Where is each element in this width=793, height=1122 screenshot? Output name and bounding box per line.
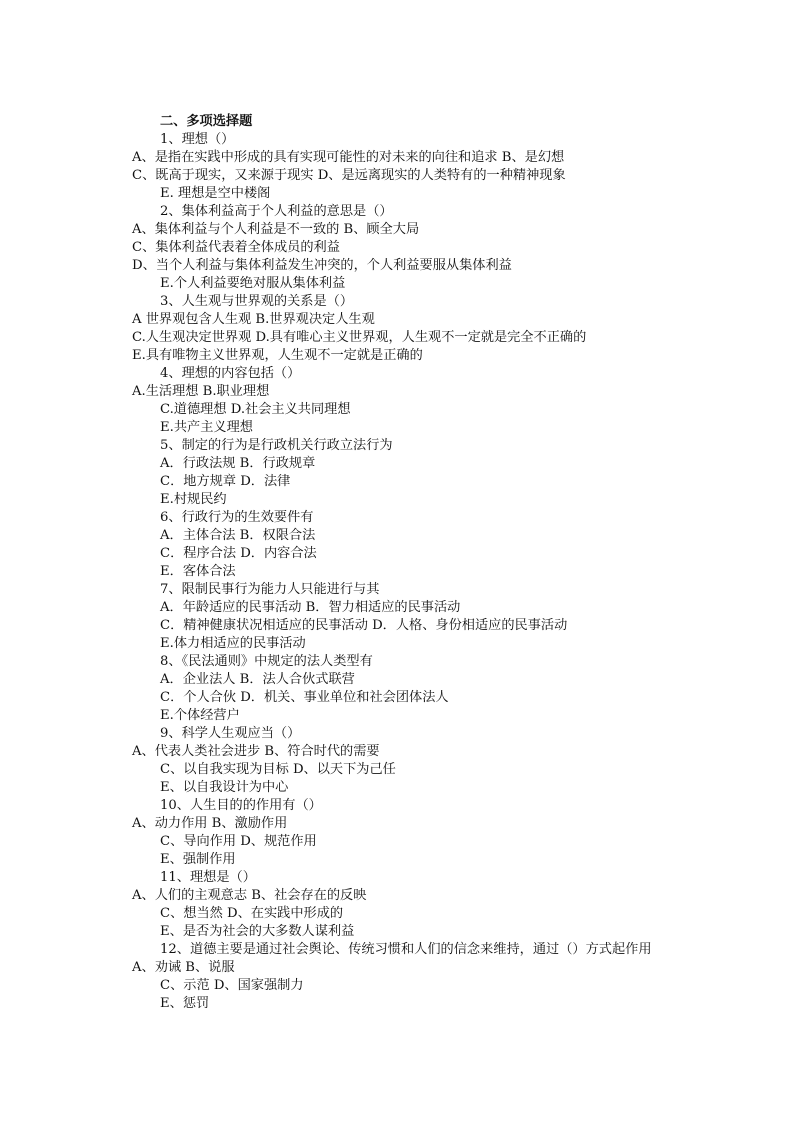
question-4: 4、理想的内容包括（）: [160, 366, 301, 381]
question-9: 9、科学人生观应当（）: [160, 726, 301, 741]
q10-options-cd: C、导向作用 D、规范作用: [160, 834, 317, 849]
q4-options-ab: A.生活理想 B.职业理想: [132, 384, 270, 399]
q3-options-ab: A 世界观包含人生观 B.世界观决定人生观: [132, 312, 375, 327]
q10-options-ab: A、动力作用 B、激励作用: [132, 816, 288, 831]
q7-options-ab: A．年龄适应的民事活动 B．智力相适应的民事活动: [160, 600, 461, 615]
q2-option-d: D、当个人利益与集体利益发生冲突的，个人利益要服从集体利益: [132, 258, 512, 273]
q4-options-cd: C.道德理想 D.社会主义共同理想: [160, 402, 351, 417]
q5-options-cd: C．地方规章 D．法律: [160, 474, 291, 489]
q7-option-e: E.体力相适应的民事活动: [160, 636, 306, 651]
q9-options-cd: C、以自我实现为目标 D、以天下为己任: [160, 762, 396, 777]
q11-options-ab: A、人们的主观意志 B、社会存在的反映: [132, 888, 367, 903]
q1-options-cd: C、既高于现实，又来源于现实 D、是远离现实的人类特有的一种精神现象: [132, 168, 566, 183]
q10-option-e: E、强制作用: [160, 852, 236, 867]
q12-option-e: E、惩罚: [160, 996, 210, 1011]
question-10: 10、人生目的的作用有（）: [160, 798, 322, 813]
q6-options-cd: C．程序合法 D．内容合法: [160, 546, 317, 561]
q5-options-ab: A．行政法规 B．行政规章: [160, 456, 316, 471]
question-8: 8、《民法通则》中规定的法人类型有: [160, 654, 373, 669]
q9-options-ab: A、代表人类社会进步 B、符合时代的需要: [132, 744, 380, 759]
question-11: 11、理想是（）: [160, 870, 256, 885]
question-3: 3、人生观与世界观的关系是（）: [160, 294, 354, 309]
q6-option-e: E．客体合法: [160, 564, 236, 579]
q8-options-cd: C．个人合伙 D．机关、事业单位和社会团体法人: [160, 690, 449, 705]
q5-option-e: E.村规民约: [160, 492, 227, 507]
question-5: 5、制定的行为是行政机关行政立法行为: [160, 438, 393, 453]
q12-options-ab: A、劝诫 B、说服: [132, 960, 235, 975]
question-6: 6、行政行为的生效要件有: [160, 510, 314, 525]
q4-option-e: E.共产主义理想: [160, 420, 253, 435]
question-7: 7、限制民事行为能力人只能进行与其: [160, 582, 380, 597]
question-12: 12、道德主要是通过社会舆论、传统习惯和人们的信念来维持，通过（）方式起作用: [160, 942, 652, 957]
question-1: 1、理想（）: [160, 132, 235, 147]
q8-option-e: E.个体经营户: [160, 708, 240, 723]
q2-options-ab: A、集体利益与个人利益是不一致的 B、顾全大局: [132, 222, 420, 237]
q7-options-cd: C．精神健康状况相适应的民事活动 D．人格、身份相适应的民事活动: [160, 618, 568, 633]
q11-option-e: E、是否为社会的大多数人谋利益: [160, 924, 355, 939]
q3-option-e: E.具有唯物主义世界观，人生观不一定就是正确的: [132, 348, 423, 363]
q3-options-cd: C.人生观决定世界观 D.具有唯心主义世界观，人生观不一定就是完全不正确的: [132, 330, 587, 345]
q12-options-cd: C、示范 D、国家强制力: [160, 978, 304, 993]
question-2: 2、集体利益高于个人利益的意思是（）: [160, 204, 393, 219]
q6-options-ab: A．主体合法 B．权限合法: [160, 528, 316, 543]
q2-option-c: C、集体利益代表着全体成员的利益: [132, 240, 340, 255]
q1-options-ab: A、是指在实践中形成的具有实现可能性的对未来的向往和追求 B、是幻想: [132, 150, 565, 165]
q2-option-e: E.个人利益要绝对服从集体利益: [160, 276, 346, 291]
q1-option-e: E. 理想是空中楼阁: [160, 186, 271, 201]
q11-options-cd: C、想当然 D、在实践中形成的: [160, 906, 344, 921]
section-title: 二、多项选择题: [160, 114, 253, 129]
q9-option-e: E、以自我设计为中心: [160, 780, 289, 795]
q8-options-ab: A．企业法人 B．法人合伙式联营: [160, 672, 355, 687]
